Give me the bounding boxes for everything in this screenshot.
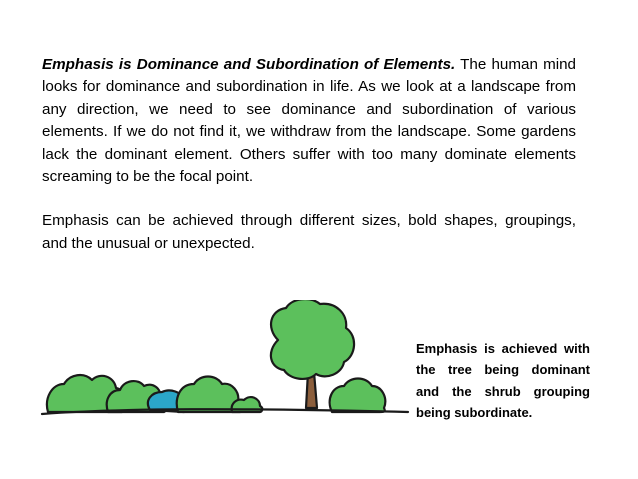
tree-canopy-icon: [271, 300, 354, 379]
paragraph-2: Emphasis can be achieved through different sizes, bold shapes, groupings, and the unusual or unexpected.: [42, 212, 576, 252]
landscape-illustration: [40, 300, 410, 430]
paragraph-1: The human mind looks for dominance and subordination in life. As we look at a landscape from any direction, we need to see dominance and subordination of various elements. If we do not find it, we withdraw from the landscape. Some gardens lack the dominant element. Others suffer with too many dominate elements screaming to be the focal point.: [42, 56, 576, 186]
heading: Emphasis is Dominance and Subordination of Elements.: [42, 56, 456, 73]
heading-paragraph: [42, 54, 576, 188]
shrub-icon: [330, 379, 386, 413]
illustration-caption: Emphasis is achieved with the tree being dominant and the shrub grouping being subordinate.: [416, 341, 590, 421]
body-text: [42, 54, 576, 255]
